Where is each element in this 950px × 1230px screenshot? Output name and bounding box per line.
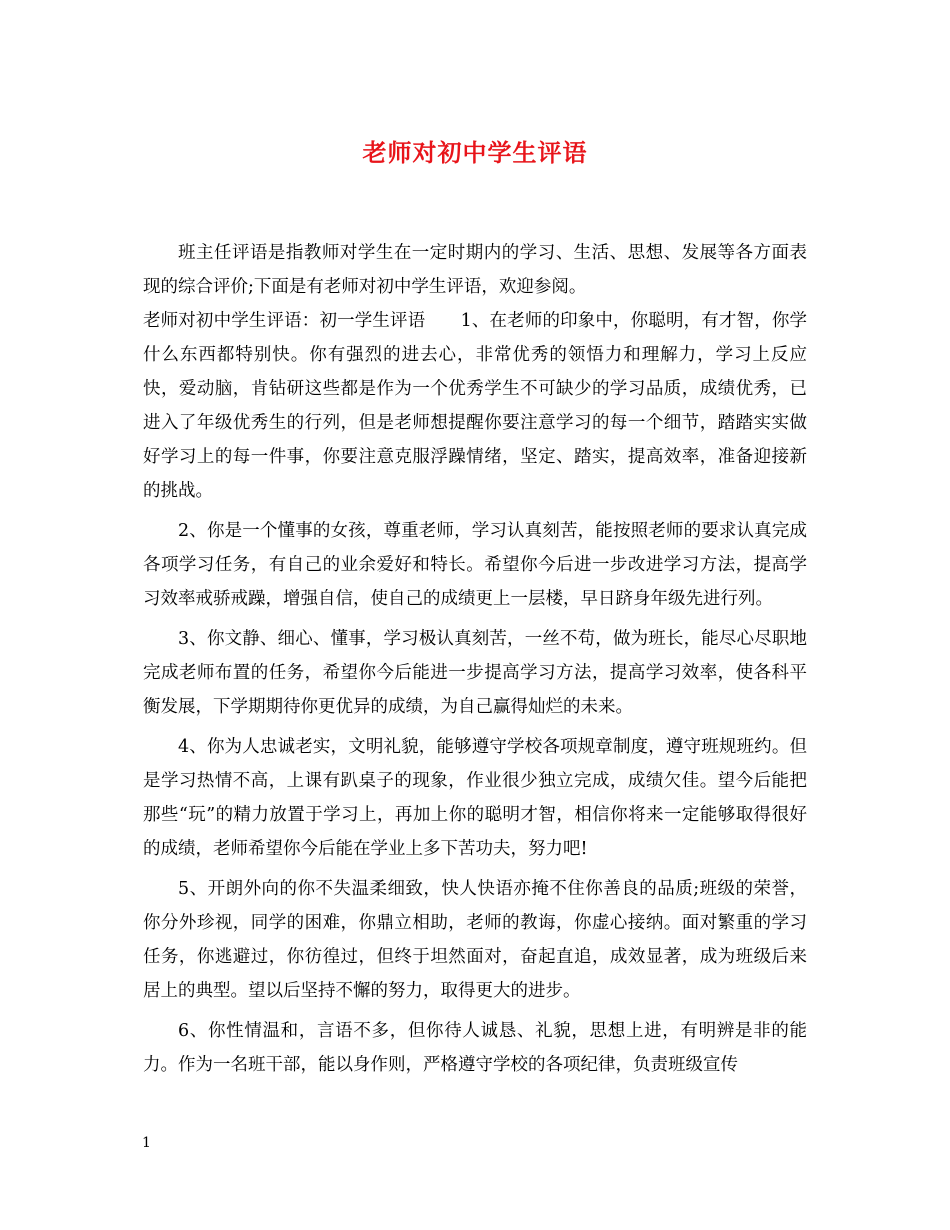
comment-paragraph-5: 5、开朗外向的你不失温柔细致，快人快语亦掩不住你善良的品质;班级的荣誉，你分外珍视，同学的困难，你鼎立相助，老师的教诲，你虚心接纳。面对繁重的学习任务，你逃避过，你彷徨过，但终于坦然面对，奋起直追，成效显著，成为班级后来居上的典型。望以后坚持不懈的努力，取得更大的进步。: [143, 879, 807, 1001]
document-title: 老师对初中学生评语: [362, 138, 588, 167]
page-number: 1: [142, 1135, 151, 1151]
comment-paragraph-2: 2、你是一个懂事的女孩，尊重老师，学习认真刻苦，能按照老师的要求认真完成各项学习任务，有自己的业余爱好和特长。希望你今后进一步改进学习方法，提高学习效率戒骄戒躁，增强自信，使自己的成绩更上一层楼，早日跻身年级先进行列。: [143, 521, 807, 609]
comment-paragraph-1: 老师对初中学生评语：初一学生评语 1、在老师的印象中，你聪明，有才智，你学什么东西都特别快。你有强烈的进去心，非常优秀的领悟力和理解力，学习上反应快，爱动脑，肯钻研这些都是作为一个优秀学生不可缺少的学习品质，成绩优秀，已进入了年级优秀生的行列，但是老师想提醒你要注意学习的每一个细节，踏踏实实做好学习上的每一件事，你要注意克服浮躁情绪，坚定、踏实，提高效率，准备迎接新的挑战。: [143, 311, 807, 501]
comment-paragraph-4: 4、你为人忠诚老实，文明礼貌，能够遵守学校各项规章制度，遵守班规班约。但是学习热情不高，上课有趴桌子的现象，作业很少独立完成，成绩欠佳。望今后能把那些“玩”的精力放置于学习上，再加上你的聪明才智，相信你将来一定能够取得很好的成绩，老师希望你今后能在学业上多下苦功夫，努力吧!: [143, 737, 807, 859]
intro-paragraph: 班主任评语是指教师对学生在一定时期内的学习、生活、思想、发展等各方面表现的综合评价;下面是有老师对初中学生评语，欢迎参阅。: [143, 243, 807, 297]
comment-paragraph-6: 6、你性情温和，言语不多，但你待人诚恳、礼貌，思想上进，有明辨是非的能力。作为一名班干部，能以身作则，严格遵守学校的各项纪律，负责班级宣传: [143, 1021, 807, 1075]
comment-paragraph-3: 3、你文静、细心、懂事，学习极认真刻苦，一丝不苟，做为班长，能尽心尽职地完成老师布置的任务，希望你今后能进一步提高学习方法，提高学习效率，使各科平衡发展，下学期期待你更优异的成绩，为自己赢得灿烂的未来。: [143, 629, 807, 717]
document-body: [143, 236, 807, 1082]
